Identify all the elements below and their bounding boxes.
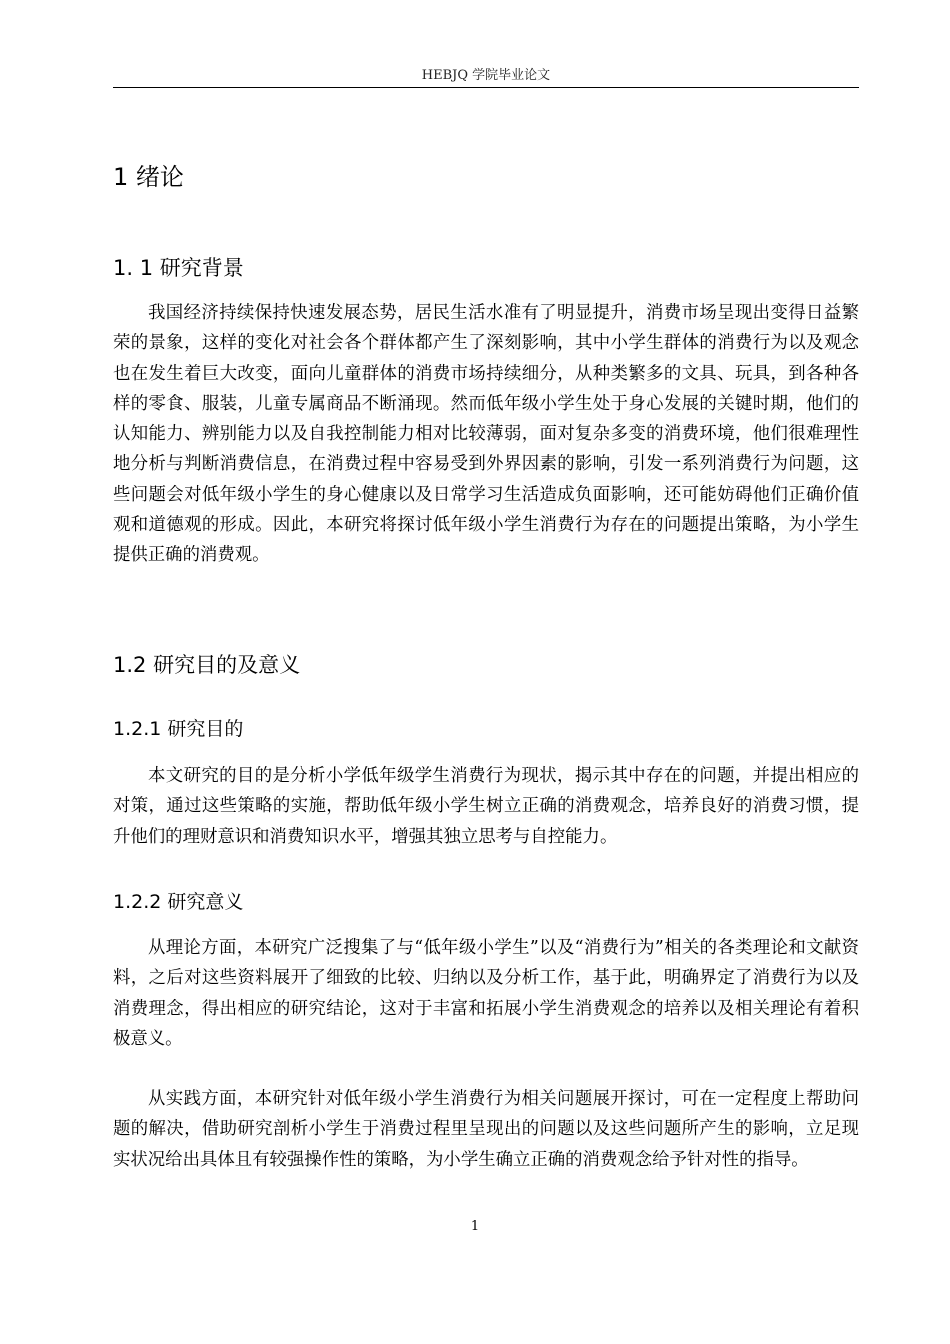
chapter-title: 1 绪论 [113,163,184,191]
header-rule [113,87,859,88]
subsection-heading-purpose: 1.2.1 研究目的 [113,718,244,740]
significance-paragraph-theory: 从理论方面，本研究广泛搜集了与“低年级小学生”以及“消费行为”相关的各类理论和文献资料，之后对这些资料展开了细致的比较、归纳以及分析工作，基于此，明确界定了消费行为以及消费理念，得出相应的研究结论，这对于丰富和拓展小学生消费观念的培养以及相关理论有着积极意义。 [113,938,859,1049]
subsection-heading-significance: 1.2.2 研究意义 [113,891,244,913]
section-heading-purpose-significance: 1.2 研究目的及意义 [113,653,301,677]
background-paragraph: 我国经济持续保持快速发展态势，居民生活水准有了明显提升，消费市场呈现出变得日益繁荣的景象，这样的变化对社会各个群体都产生了深刻影响，其中小学生群体的消费行为以及观念也在发生着巨大改变，面向儿童群体的消费市场持续细分，从种类繁多的文具、玩具，到各种各样的零食、服装，儿童专属商品不断涌现。然而低年级小学生处于身心发展的关键时期，他们的认知能力、辨别能力以及自我控制能力相对比较薄弱，面对复杂多变的消费环境，他们很难理性地分析与判断消费信息，在消费过程中容易受到外界因素的影响，引发一系列消费行为问题，这些问题会对低年级小学生的身心健康以及日常学习生活造成负面影响，还可能妨碍他们正确价值观和道德观的形成。因此，本研究将探讨低年级小学生消费行为存在的问题提出策略，为小学生提供正确的消费观。 [113,303,859,566]
section-heading-background: 1. 1 研究背景 [113,256,244,280]
significance-paragraph-practice: 从实践方面，本研究针对低年级小学生消费行为相关问题展开探讨，可在一定程度上帮助问题的解决，借助研究剖析小学生于消费过程里呈现出的问题以及这些问题所产生的影响，立足现实状况给出具体且有较强操作性的策略，为小学生确立正确的消费观念给予针对性的指导。 [113,1089,859,1170]
running-header: HEBJQ 学院毕业论文 [421,68,551,83]
page-number: 1 [470,1219,480,1234]
purpose-paragraph: 本文研究的目的是分析小学低年级学生消费行为现状，揭示其中存在的问题，并提出相应的对策，通过这些策略的实施，帮助低年级小学生树立正确的消费观念，培养良好的消费习惯，提升他们的理财意识和消费知识水平，增强其独立思考与自控能力。 [113,766,859,847]
